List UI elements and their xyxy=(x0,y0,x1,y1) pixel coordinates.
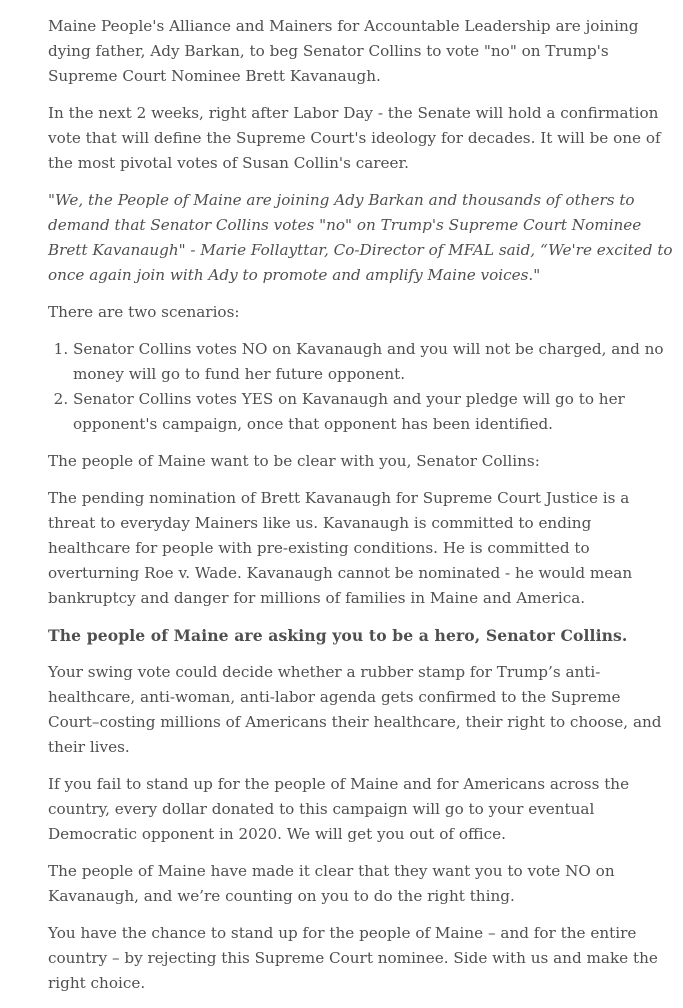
hero-headline: The people of Maine are asking you to be a hero, Senator Collins. xyxy=(48,626,628,645)
scenario-item: 1. Senator Collins votes NO on Kavanaugh and you will not be charged, and no money will go to fund her future opponent. xyxy=(73,337,676,387)
intro-paragraph: Maine People's Alliance and Mainers for Accountable Leadership are joining dying father, Ady Barkan, to beg Senator Collins to vote "no" on Trump's Supreme Court Nominee Brett Kavanaugh. xyxy=(48,17,639,85)
threat-paragraph: The pending nomination of Brett Kavanaugh for Supreme Court Justice is a threat to everyday Mainers like us. Kavanaugh is committed to ending healthcare for people with pre-existing conditions. He is committed to overturning Roe v. Wade. Kavanaugh cannot be nominated - he would mean bankruptcy and danger for millions of families in Maine and America. xyxy=(48,489,633,607)
scenarios-list xyxy=(48,337,676,437)
swing-vote-paragraph: Your swing vote could decide whether a rubber stamp for Trump’s anti-healthcare, anti-woman, anti-labor agenda gets confirmed to the Supreme Court–costing millions of Americans their healthcare, their right to choose, and their lives. xyxy=(48,663,662,756)
clear-with-you-paragraph: The people of Maine want to be clear with you, Senator Collins: xyxy=(48,452,540,470)
fail-paragraph: If you fail to stand up for the people of Maine and for Americans across the country, every dollar donated to this campaign will go to your eventual Democratic opponent in 2020. We will get you out of office. xyxy=(48,775,630,843)
article-body xyxy=(48,14,676,1008)
clear-no-paragraph: The people of Maine have made it clear that they want you to vote NO on Kavanaugh, and we’re counting on you to do the right thing. xyxy=(48,862,615,905)
scenario-item: 2. Senator Collins votes YES on Kavanaugh and your pledge will go to her opponent's campaign, once that opponent has been identified. xyxy=(73,387,676,437)
timeline-paragraph: In the next 2 weeks, right after Labor Day - the Senate will hold a confirmation vote that will define the Supreme Court's ideology for decades. It will be one of the most pivotal votes of Susan Collin's career. xyxy=(48,104,661,172)
closing-paragraph: You have the chance to stand up for the people of Maine – and for the entire country – by rejecting this Supreme Court nominee. Side with us and make the right choice. xyxy=(48,924,658,992)
quote-paragraph: "We, the People of Maine are joining Ady Barkan and thousands of others to demand that Senator Collins votes "no" on Trump's Supreme Court Nominee Brett Kavanaugh" - Marie Follayttar, Co-Director of MFAL said, “We're excited to once again join with Ady to promote and amplify Maine voices." xyxy=(48,191,673,284)
scenarios-intro: There are two scenarios: xyxy=(48,303,240,321)
